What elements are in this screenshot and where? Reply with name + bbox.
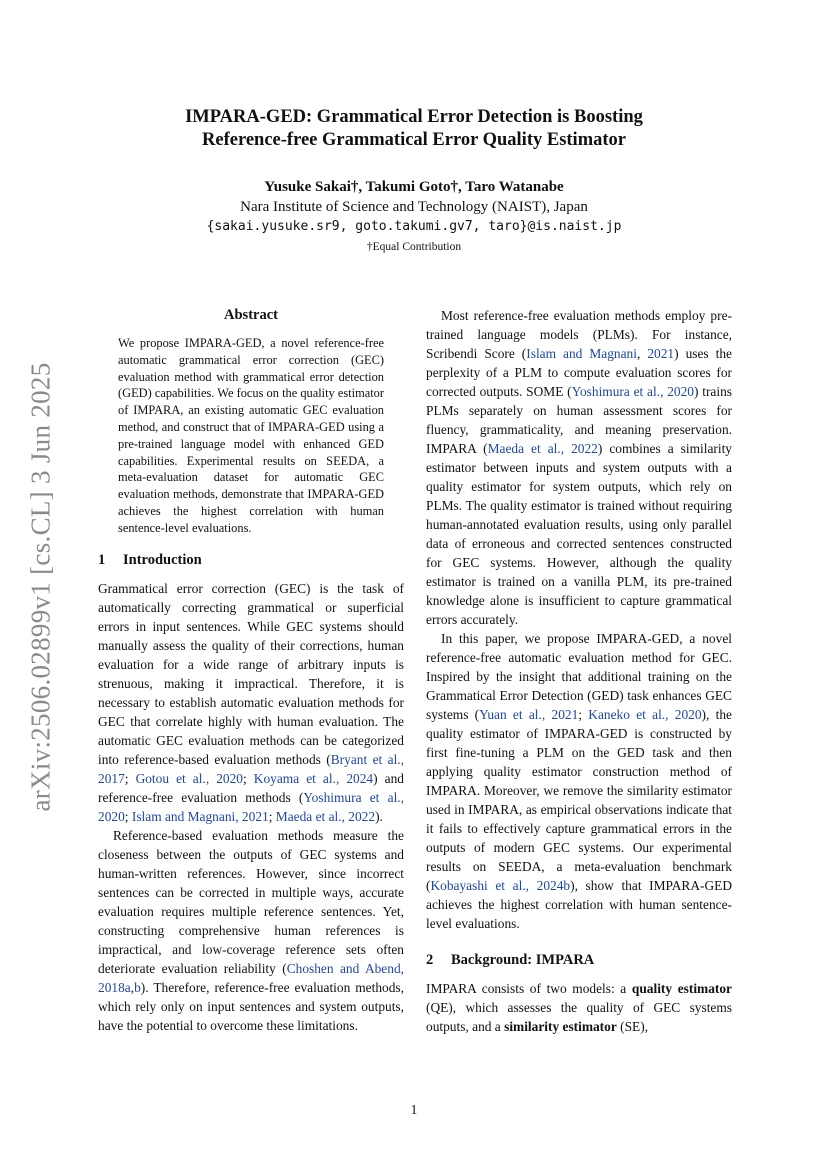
text-run: ) combines a similarity estimator between inputs and system outputs with a quality estimator for system outputs, which rely on PLMs. The quality estimator is trained without requiring human-annotated evaluation results, using only parallel data of erroneous and corrected sentences constructed for GEC systems. However, although the quality estimator is trained on a vanilla PLM, its pre-trained knowledge alone is insufficient to capture grammatical errors accurately. xyxy=(426,441,732,627)
section-number: 2 xyxy=(426,952,434,968)
citation-link[interactable]: Maeda et al., 2022 xyxy=(275,808,376,824)
citation-link[interactable]: b xyxy=(134,979,141,995)
text-run: (SE), xyxy=(616,1019,649,1034)
citation-link[interactable]: Yuan et al., 2021 xyxy=(479,707,579,722)
citation-link[interactable]: Kaneko et al., 2020 xyxy=(588,707,702,722)
arxiv-identifier: arXiv:2506.02899v1 [cs.CL] 3 Jun 2025 xyxy=(25,362,56,812)
citation-link[interactable]: Bryant et al., 2017 xyxy=(98,751,404,786)
citation-link[interactable]: Maeda et al., 2022 xyxy=(487,441,598,456)
text-run: ; xyxy=(578,707,589,722)
abstract-text: We propose IMPARA-GED, a novel reference-free automatic grammatical error correction (GEC) evaluation method with grammatical error detection (GED) capabilities. We focus on the quality estimator of IMPARA, an existing automatic GEC evaluation method, and construct that of IMPARA-GED using a pre-trained language model with enhanced GED capabilities. Experimental results on SEEDA, a meta-evaluation dataset for automatic GEC evaluation methods, demonstrate that IMPARA-GED achieves the highest correlation with human sentence-level evaluations. xyxy=(118,336,384,535)
text-run: ; xyxy=(243,770,254,786)
abstract-heading: Abstract xyxy=(224,307,278,323)
citation-link[interactable]: Kobayashi et al., 2024b xyxy=(430,878,571,893)
intro-paragraph-4 xyxy=(426,629,732,933)
text-run: (QE), which assesses the quality of GEC systems outputs, and a xyxy=(426,1000,732,1034)
text-run: , xyxy=(130,979,135,995)
text-run: ) trains PLMs separately on human assessment scores for fluency, grammaticality, and meaning preservation. IMPARA ( xyxy=(426,384,733,456)
citation-link[interactable]: Yoshimura et al., 2020 xyxy=(98,789,404,824)
left-column xyxy=(98,306,404,1035)
paper-title xyxy=(120,106,708,152)
arxiv-stamp xyxy=(18,352,64,822)
text-run: ; xyxy=(124,808,132,824)
citation-link[interactable]: Islam and Magnani xyxy=(526,346,637,361)
title-line-1: IMPARA-GED: Grammatical Error Detection is Boosting xyxy=(185,107,643,127)
section-number: 1 xyxy=(98,551,106,568)
section-title: Background: IMPARA xyxy=(451,952,595,968)
citation-link[interactable]: 2021 xyxy=(647,346,675,361)
section-heading-introduction xyxy=(98,551,404,570)
text-run: , xyxy=(636,346,648,361)
affiliation: Nara Institute of Science and Technology (NAIST), Japan xyxy=(240,199,588,215)
text-run: ), the quality estimator of IMPARA-GED is constructed by first fine-tuning a PLM on the GED task and then applying quality estimator construction method of IMPARA. Moreover, we remove the similarity estimator used in IMPARA, as empirical observations indicate that it fails to effectively capture grammatical errors in the outputs of modern GEC systems. Our experimental results on SEEDA, a meta-evaluation benchmark ( xyxy=(426,707,732,893)
section-heading-background xyxy=(426,951,732,970)
text-run: ). xyxy=(375,808,383,824)
citation-link[interactable]: Gotou et al., 2020 xyxy=(135,770,244,786)
citation-link[interactable]: Choshen and Abend, 2018a xyxy=(98,960,404,995)
text-run: IMPARA consists of two models: a xyxy=(426,981,632,996)
bold-term-quality-estimator: quality estimator xyxy=(631,981,732,996)
citation-link[interactable]: Koyama et al., 2024 xyxy=(253,770,374,786)
text-run: ; xyxy=(268,808,276,824)
background-paragraph-1 xyxy=(426,979,732,1036)
title-line-2: Reference-free Grammatical Error Quality Estimator xyxy=(202,130,626,150)
text-run: Grammatical error correction (GEC) is the task of automatically correcting grammatical or superficial errors in input sentences. While GEC systems should manually assess the quality of their corrections, human evaluation for a wide range of arbitrary inputs is strenuous, making it impractical. Therefore, it is necessary to establish automatic evaluation methods for GEC that correlate highly with human evaluation. The automatic GEC evaluation methods can be categorized into reference-based evaluation methods ( xyxy=(98,580,404,767)
text-run: ; xyxy=(124,770,136,786)
text-run: Most reference-free evaluation methods employ pre-trained language models (PLMs). For instance, Scribendi Score ( xyxy=(426,308,732,361)
citation-link[interactable]: Yoshimura et al., 2020 xyxy=(571,384,694,399)
text-run: ) and reference-free evaluation methods ( xyxy=(98,770,404,805)
page-number: 1 xyxy=(410,1102,418,1117)
section-title: Introduction xyxy=(123,551,202,568)
text-run: In this paper, we propose IMPARA-GED, a novel reference-free automatic evaluation method for GEC. Inspired by the insight that additional training on the Grammatical Error Detection (GED) task enhances GEC systems ( xyxy=(426,631,732,722)
author-list: Yusuke Sakai†, Takumi Goto†, Taro Watanabe xyxy=(264,179,564,195)
text-run: Reference-based evaluation methods measure the closeness between the outputs of GEC systems and human-written references. However, since incorrect sentences can be corrected in multiple ways, accurate evaluation requires multiple reference sentences. Yet, constructing comprehensive human references is impractical, and low-coverage reference sets often deteriorate evaluation reliability ( xyxy=(98,827,404,976)
bold-term-similarity-estimator: similarity estimator xyxy=(504,1019,617,1034)
equal-contribution-note: †Equal Contribution xyxy=(366,241,462,253)
text-run: ) uses the perplexity of a PLM to compute evaluation scores for corrected outputs. SOME ( xyxy=(426,346,732,399)
intro-paragraph-2 xyxy=(98,826,404,1035)
citation-link[interactable]: Islam and Magnani, 2021 xyxy=(131,808,269,824)
author-emails: {sakai.yusuke.sr9, goto.takumi.gv7, taro}@is.naist.jp xyxy=(206,219,622,234)
intro-paragraph-1 xyxy=(98,579,404,826)
text-run: ), show that IMPARA-GED achieves the highest correlation with human sentence-level evaluations. xyxy=(426,878,732,931)
intro-paragraph-3 xyxy=(426,306,732,629)
right-column xyxy=(426,306,732,1036)
text-run: ). Therefore, reference-free evaluation methods, which rely only on input sentences and system outputs, have the potential to overcome these limitations. xyxy=(98,979,404,1033)
